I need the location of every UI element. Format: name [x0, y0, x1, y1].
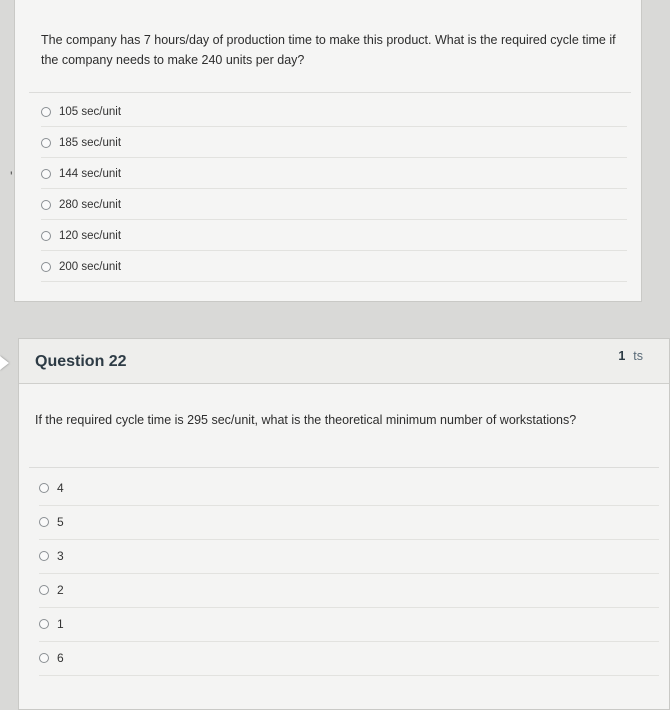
answer-option-label: 5	[57, 515, 64, 529]
radio-button[interactable]	[39, 585, 49, 595]
answer-option-6[interactable]	[39, 641, 659, 676]
question-21-card	[14, 0, 642, 302]
answer-option-label: 3	[57, 549, 64, 563]
radio-button[interactable]	[39, 619, 49, 629]
radio-button[interactable]	[41, 107, 51, 117]
answer-option-label: 1	[57, 617, 64, 631]
answer-option-4[interactable]	[39, 471, 659, 506]
answer-option-185[interactable]	[41, 129, 627, 158]
answer-option-1[interactable]	[39, 607, 659, 642]
points-value: 1	[618, 349, 626, 363]
answer-option-2[interactable]	[39, 573, 659, 608]
answer-option-label: 4	[57, 481, 64, 495]
divider	[29, 92, 631, 93]
radio-button[interactable]	[39, 551, 49, 561]
points-label	[618, 349, 643, 363]
answer-option-120[interactable]	[41, 222, 627, 251]
points-unit: ts	[633, 349, 643, 363]
radio-button[interactable]	[41, 200, 51, 210]
answer-option-200[interactable]	[41, 253, 627, 282]
answer-option-label: 120 sec/unit	[59, 230, 122, 242]
answer-option-label: 200 sec/unit	[59, 261, 122, 273]
answer-option-280[interactable]	[41, 191, 627, 220]
answer-option-label: 280 sec/unit	[59, 199, 122, 211]
answer-option-label: 6	[57, 651, 64, 665]
edge-tick-mark: ʹ	[10, 168, 13, 184]
radio-button[interactable]	[39, 653, 49, 663]
radio-button[interactable]	[41, 169, 51, 179]
question-21-text: The company has 7 hours/day of production time to make this product. What is the required cycle time if the company needs to make 240 units per day?	[41, 33, 616, 67]
divider	[29, 467, 659, 468]
radio-button[interactable]	[41, 231, 51, 241]
answer-option-5[interactable]	[39, 505, 659, 540]
answer-option-105[interactable]	[41, 98, 627, 127]
radio-button[interactable]	[39, 483, 49, 493]
radio-button[interactable]	[41, 138, 51, 148]
radio-button[interactable]	[41, 262, 51, 272]
question-22-text: If the required cycle time is 295 sec/unit, what is the theoretical minimum number of workstations?	[35, 413, 577, 427]
answer-option-label: 185 sec/unit	[59, 137, 122, 149]
answer-option-3[interactable]	[39, 539, 659, 574]
answer-option-144[interactable]	[41, 160, 627, 189]
answer-option-label: 144 sec/unit	[59, 168, 122, 180]
question-header	[19, 339, 669, 384]
question-22-card	[18, 338, 670, 710]
radio-button[interactable]	[39, 517, 49, 527]
answer-option-label: 105 sec/unit	[59, 106, 122, 118]
question-title: Question 22	[35, 353, 127, 370]
question-marker-icon[interactable]	[0, 356, 9, 370]
answer-option-label: 2	[57, 583, 64, 597]
